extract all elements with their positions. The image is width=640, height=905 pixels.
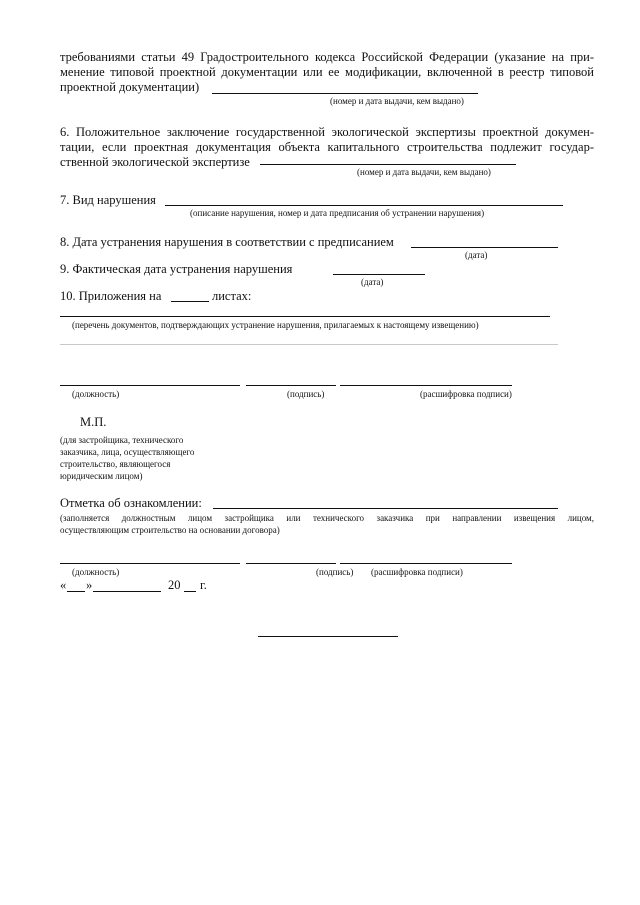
intro-line-1: требованиями статьи 49 Градостроительного кодекса Российской Федерации (указание на при- (60, 50, 594, 64)
ecology-expertise-field-line[interactable] (260, 164, 516, 165)
position-field-line-1[interactable] (60, 385, 240, 386)
signature-field-line-2[interactable] (246, 563, 336, 564)
stamp-note-line-3: строительство, являющегося (60, 459, 171, 469)
item-7-caption: (описание нарушения, номер и дата предписания об устранении нарушения) (190, 208, 485, 218)
item-9-label: 9. Фактическая дата устранения нарушения (60, 262, 293, 276)
acknowledgement-label: Отметка об ознакомлении: (60, 496, 202, 510)
stamp-mark: М.П. (80, 415, 107, 429)
item-10-label-start: 10. Приложения на (60, 289, 162, 303)
attachments-field-line[interactable] (60, 316, 550, 317)
stamp-note (60, 434, 194, 482)
decode-caption-2: (расшифровка подписи) (371, 567, 463, 577)
item-8-caption: (дата) (465, 250, 488, 260)
stamp-note-line-2: заказчика, лица, осуществляющего (60, 447, 195, 457)
footer-separator (258, 636, 398, 637)
signature-field-line-1[interactable] (246, 385, 336, 386)
signature-caption-1: (подпись) (287, 389, 325, 399)
acknowledgement-field-line[interactable] (213, 508, 558, 509)
stamp-note-line-4: юридическим лицом) (60, 471, 143, 481)
violation-field-line[interactable] (165, 205, 563, 206)
stamp-note-line-1: (для застройщика, технического (60, 435, 184, 445)
date-open-quote: « (60, 578, 67, 592)
year-field-line[interactable] (184, 591, 196, 592)
item-10-caption: (перечень документов, подтверждающих устранение нарушения, прилагаемых к настоящему извещению) (72, 320, 479, 330)
signature-caption-2: (подпись) (316, 567, 354, 577)
item-6-line-3: ственной экологической экспертизе (60, 155, 250, 169)
position-caption-2: (должность) (72, 567, 120, 577)
decode-field-line-2[interactable] (340, 563, 512, 564)
item-6-line-2: тации, если проектная документация объекта капитального строительства подлежит государ- (60, 140, 594, 154)
item-7-label: 7. Вид нарушения (60, 193, 156, 207)
date-close-quote: » (86, 578, 93, 592)
acknowledgement-note (60, 512, 594, 536)
decode-caption-1: (расшифровка подписи) (420, 389, 512, 399)
item-10-label-end: листах: (212, 289, 252, 303)
planned-date-field-line[interactable] (411, 247, 558, 248)
intro-line-3: проектной документации) (60, 80, 200, 94)
item-9-caption: (дата) (361, 277, 384, 287)
item-8-label: 8. Дата устранения нарушения в соответствии с предписанием (60, 235, 394, 249)
actual-date-field-line[interactable] (333, 274, 425, 275)
year-suffix: г. (200, 578, 207, 592)
attachments-extra-line[interactable] (60, 344, 558, 345)
month-field-line[interactable] (93, 591, 161, 592)
acknowledgement-note-line-2: осуществляющим строительство на основании договора) (60, 525, 280, 535)
sheets-count-field-line[interactable] (171, 301, 209, 302)
intro-line-2: менение типовой проектной документации или ее модификации, включенной в реестр типовой (60, 65, 594, 79)
day-field-line[interactable] (67, 591, 85, 592)
intro-caption: (номер и дата выдачи, кем выдано) (330, 96, 464, 106)
position-field-line-2[interactable] (60, 563, 240, 564)
year-prefix: 20 (168, 578, 181, 592)
acknowledgement-note-line-1: (заполняется должностным лицом застройщика или технического заказчика при направлении извещения лицом, (60, 513, 594, 523)
item-6-caption: (номер и дата выдачи, кем выдано) (357, 167, 491, 177)
typical-doc-field-line[interactable] (212, 93, 478, 94)
item-6-line-1: 6. Положительное заключение государственной экологической экспертизы проектной докумен- (60, 125, 594, 139)
decode-field-line-1[interactable] (340, 385, 512, 386)
intro-paragraph (60, 50, 594, 95)
position-caption-1: (должность) (72, 389, 120, 399)
